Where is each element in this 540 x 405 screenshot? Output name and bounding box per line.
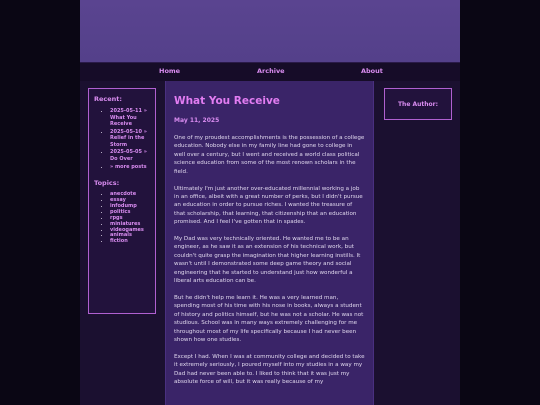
post-paragraph: One of my proudest accomplishments is the possession of a college education. Nobody else in my family line had gone to college in well over a century, but I went and received a world class political science education from some of the most renown scholars in the field. [174, 135, 365, 175]
post-title: What You Receive [174, 95, 280, 107]
site-banner [80, 0, 460, 63]
topic-link[interactable]: • essay [110, 198, 155, 204]
topics-heading: Topics: [94, 179, 120, 188]
topic-link[interactable]: • anecdote [110, 192, 155, 198]
post-paragraph: Except I had. When I was at community college and decided to take it extremely seriously, I poured myself into my studies in a way my Dad had never been able to. I liked to think that it was just my absolute force of will, but it was really because of my [174, 353, 365, 386]
nav-home-link[interactable]: Home [159, 67, 181, 75]
post-article [165, 81, 374, 405]
more-posts-link[interactable]: • » more posts [110, 164, 155, 171]
author-heading: The Author: [397, 101, 439, 108]
top-nav [80, 63, 460, 81]
post-date: May 11, 2025 [174, 117, 220, 124]
page-container [80, 0, 460, 405]
recent-list [110, 108, 155, 170]
topic-link[interactable]: • fiction [110, 239, 155, 245]
recent-item[interactable]: • 2025-05-10 » Relief in the Storm [110, 129, 155, 149]
right-sidebar [384, 88, 452, 120]
topic-link[interactable]: • politics [110, 210, 155, 216]
post-paragraph: But he didn't help me learn it. He was a very learned man, spending most of his time with his nose in books, always a student of history and politics himself, but he was not a scholar. He was not studious. School was in many ways extremely challenging for me throughout most of my life specifically because I had never been shown how one studies. [174, 295, 364, 344]
nav-archive-link[interactable]: Archive [257, 67, 285, 75]
recent-heading: Recent: [94, 95, 123, 103]
topic-link[interactable]: • animals [110, 233, 155, 239]
post-paragraph: Ultimately I'm just another over-educated millennial working a job in an office, albeit with a great number of perks, but I didn't pursue an education in order to pursue riches. I wanted the treasure of that scholarship, that learning, that citizenship that an education promised. And I feel I've gotten that in spades. [174, 185, 363, 226]
recent-item[interactable]: • 2025-05-11 » What You Receive [110, 108, 155, 128]
nav-about-link[interactable]: About [361, 67, 383, 75]
topic-link[interactable]: • videogames [110, 228, 155, 234]
topic-link[interactable]: • infodump [110, 204, 155, 210]
topic-link[interactable]: • rpgs [110, 216, 155, 222]
topic-link[interactable]: • miniatures [110, 222, 155, 228]
topics-list [110, 192, 155, 245]
left-sidebar [88, 88, 156, 314]
recent-item[interactable]: • 2025-05-05 » Do Over [110, 149, 155, 162]
post-paragraph: My Dad was very technically oriented. He wanted me to be an engineer, as he saw it as an extension of his technical work, but couldn't quite grasp the imagination that higher learning instills. It wasn't until I demonstrated some deep game theory and social engineering that he started to understand just how wonderful a liberal arts education can be. [174, 236, 361, 285]
